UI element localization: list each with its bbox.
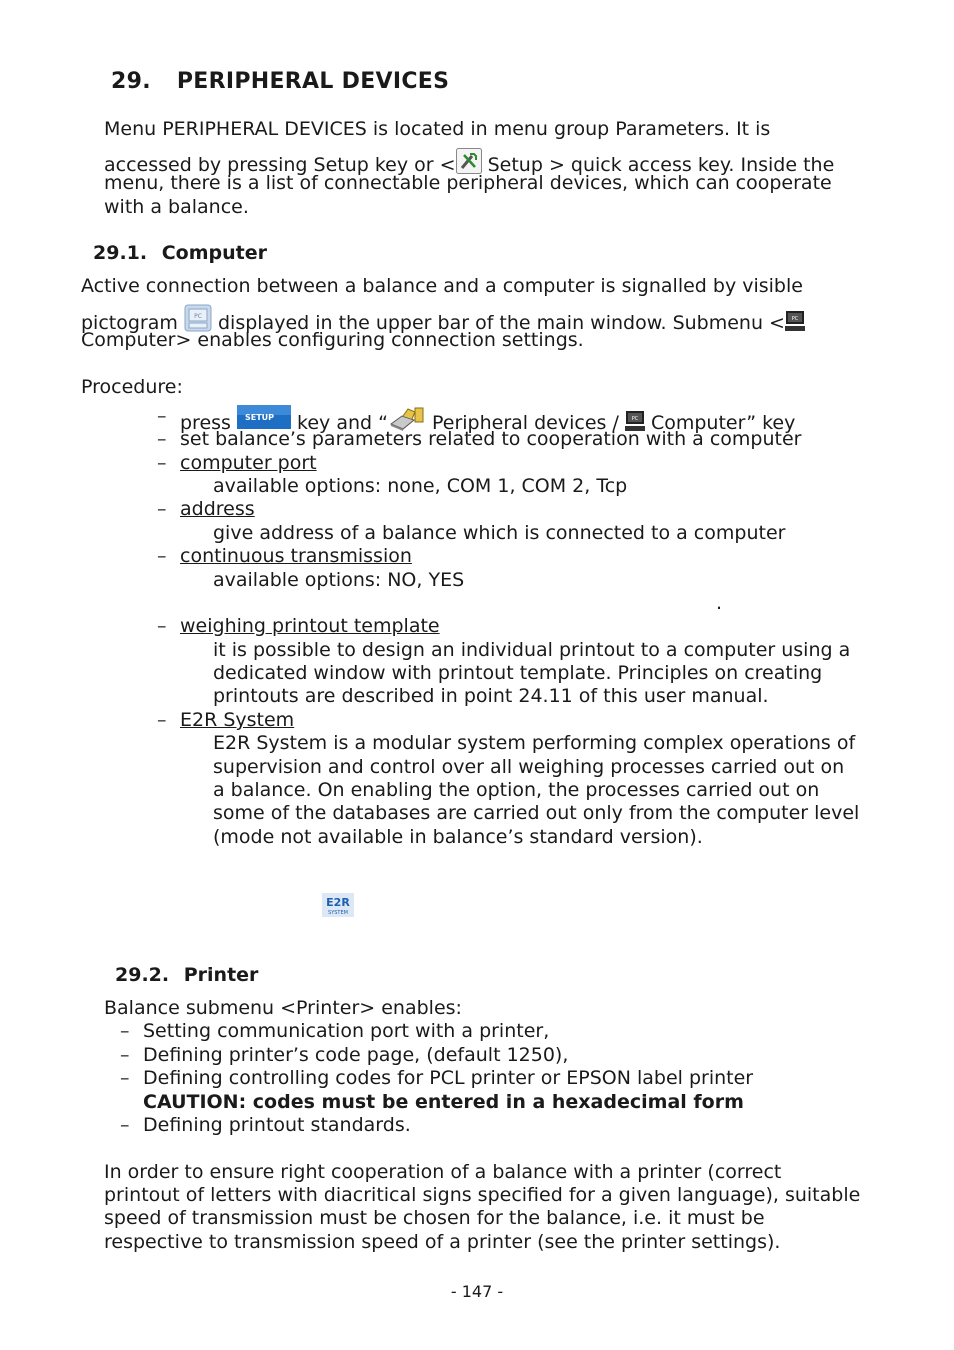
printer-paragraph: respective to transmission speed of a printer (see the printer settings).	[104, 1231, 781, 1253]
procedure-label: Procedure:	[81, 376, 183, 398]
subsection-title: Printer	[183, 964, 259, 986]
computer-text: pictogram	[81, 312, 184, 334]
stray-dot: .	[716, 592, 723, 614]
subsection-number: 29.2.	[115, 964, 170, 986]
list-dash: –	[120, 1020, 130, 1042]
section-title: PERIPHERAL DEVICES	[176, 69, 450, 94]
intro-line: Menu PERIPHERAL DEVICES is located in menu group Parameters. It is	[104, 118, 771, 140]
option-description: give address of a balance which is connected to a computer	[213, 522, 786, 544]
printer-paragraph: printout of letters with diacritical signs specified for a given language), suitable	[104, 1184, 861, 1206]
list-dash: –	[157, 545, 167, 567]
section-number: 29.	[111, 69, 151, 94]
option-weighing-printout-template: weighing printout template	[180, 615, 440, 637]
list-dash: –	[157, 498, 167, 520]
section-heading	[111, 69, 449, 94]
printer-paragraph: speed of transmission must be chosen for the balance, i.e. it must be	[104, 1207, 765, 1229]
printer-list-item: Defining printer’s code page, (default 1250),	[143, 1044, 569, 1066]
option-description: dedicated window with printout template. Principles on creating	[213, 662, 823, 684]
subsection-heading-printer	[115, 964, 258, 986]
svg-text:PC: PC	[194, 313, 202, 320]
option-description: available options: NO, YES	[213, 569, 465, 591]
subsection-title: Computer	[161, 242, 267, 264]
option-address: address	[180, 498, 255, 520]
procedure-step: set balance’s parameters related to cooperation with a computer	[180, 428, 802, 450]
page-number: - 147 -	[450, 1282, 504, 1301]
computer-icon	[785, 310, 805, 338]
svg-text:SYSTEM: SYSTEM	[328, 910, 348, 916]
option-computer-port: computer port	[180, 452, 317, 474]
intro-text: Setup > quick access key. Inside the	[481, 154, 835, 176]
subsection-number: 29.1.	[93, 242, 148, 264]
intro-text: accessed by pressing Setup key or <	[104, 154, 456, 176]
list-dash: –	[120, 1114, 130, 1136]
option-description: E2R System is a modular system performing complex operations of	[213, 732, 856, 754]
svg-text:PC: PC	[791, 316, 799, 322]
list-dash: –	[157, 405, 167, 427]
svg-text:SETUP: SETUP	[244, 413, 275, 422]
e2r-system-icon	[322, 893, 354, 921]
svg-text:PC: PC	[631, 416, 639, 422]
list-dash: –	[120, 1044, 130, 1066]
printer-list-item: Setting communication port with a printer,	[143, 1020, 550, 1042]
option-description: some of the databases are carried out only from the computer level	[213, 802, 860, 824]
subsection-heading-computer	[93, 242, 267, 264]
option-description: supervision and control over all weighing processes carried out on	[213, 756, 845, 778]
option-description: a balance. On enabling the option, the processes carried out on	[213, 779, 820, 801]
printer-list-item: Defining printout standards.	[143, 1114, 411, 1136]
option-continuous-transmission: continuous transmission	[180, 545, 412, 567]
printer-paragraph: In order to ensure right cooperation of a balance with a printer (correct	[104, 1161, 782, 1183]
step-text: Computer” key	[644, 412, 796, 434]
computer-text: displayed in the upper bar of the main window. Submenu <	[211, 312, 785, 334]
printer-intro: Balance submenu <Printer> enables:	[104, 997, 462, 1019]
step-text: key and “	[290, 412, 388, 434]
option-description: printouts are described in point 24.11 of this user manual.	[213, 685, 769, 707]
caution-note: CAUTION: codes must be entered in a hexadecimal form	[143, 1091, 744, 1113]
intro-line: menu, there is a list of connectable peripheral devices, which can cooperate	[104, 172, 832, 194]
printer-list-item: Defining controlling codes for PCL printer or EPSON label printer	[143, 1067, 754, 1089]
list-dash: –	[157, 615, 167, 637]
list-dash: –	[120, 1067, 130, 1089]
list-dash: –	[157, 709, 167, 731]
option-description: (mode not available in balance’s standard version).	[213, 826, 703, 848]
option-description: it is possible to design an individual printout to a computer using a	[213, 639, 851, 661]
list-dash: –	[157, 428, 167, 450]
option-e2r-system: E2R System	[180, 709, 295, 731]
step-text: Peripheral devices /	[425, 412, 625, 434]
step-text: press	[180, 412, 237, 434]
intro-line: with a balance.	[104, 196, 249, 218]
svg-text:E2R: E2R	[326, 896, 350, 909]
computer-paragraph: Active connection between a balance and a computer is signalled by visible	[81, 275, 803, 297]
list-dash: –	[157, 452, 167, 474]
computer-paragraph: Computer> enables configuring connection settings.	[81, 329, 584, 351]
option-description: available options: none, COM 1, COM 2, Tcp	[213, 475, 628, 497]
